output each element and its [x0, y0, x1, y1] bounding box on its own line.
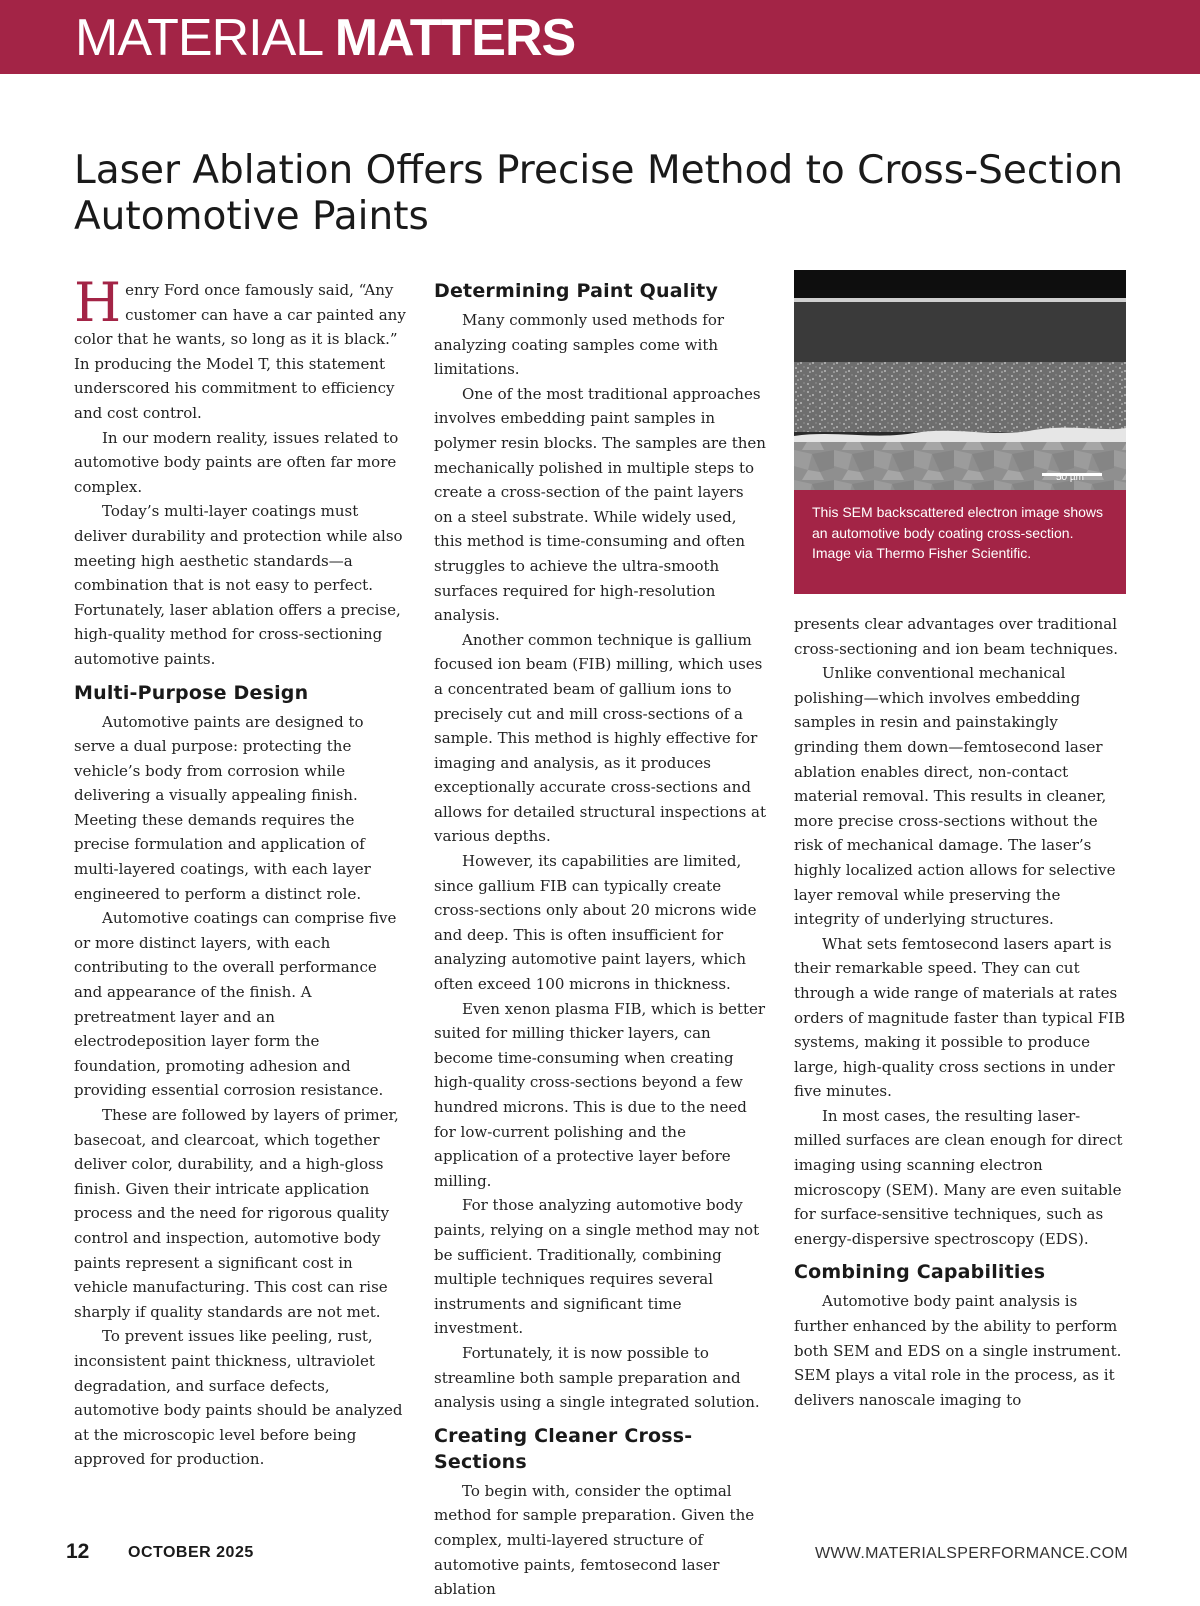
figure-caption-box	[794, 490, 1126, 594]
scale-bar-label: 50 µm	[1056, 472, 1084, 483]
paragraph: To begin with, consider the optimal method for sample preparation. Given the complex, multi-layered structure of automotive paints, femtosecond laser ablation	[434, 1481, 755, 1599]
paragraph: To prevent issues like peeling, rust, inconsistent paint thickness, ultraviolet degradation, and surface defects, automotive body paints should be analyzed at the microscopic level before being approved for production.	[74, 1327, 403, 1469]
article-column-1	[74, 271, 406, 1472]
paragraph: Fortunately, it is now possible to streamline both sample preparation and analysis using a single integrated solution.	[434, 1343, 760, 1412]
page-number: 12	[66, 1540, 90, 1563]
masthead-title	[75, 10, 575, 66]
issue-date: OCTOBER 2025	[128, 1544, 254, 1561]
paragraph: In our modern reality, issues related to automotive body paints are often far more complex.	[74, 428, 399, 496]
paragraph: Automotive body paint analysis is further enhanced by the ability to perform both SEM and EDS on a single instrument. SEM plays a vital role in the process, as it delivers nanoscale imaging to	[794, 1292, 1122, 1409]
paragraph: Today’s multi-layer coatings must deliver durability and protection while also meeting high aesthetic standards—a combination that is not easy to perfect. Fortunately, laser ablation offers a precise, high-quality method for cross-sectioning automotive paints.	[74, 502, 403, 668]
paragraph: Many commonly used methods for analyzing coating samples come with limitations.	[434, 311, 725, 379]
article-column-3	[794, 612, 1126, 1412]
sem-cross-section-graphic	[794, 270, 1126, 490]
paragraph: Even xenon plasma FIB, which is better suited for milling thicker layers, can become time-consuming when creating high-quality cross-sections beyond a few hundred microns. This is due to the need for low-current polishing and the application of a protective layer before milling.	[434, 999, 766, 1190]
section-heading-cleaner-cross-sections: Creating Cleaner Cross-Sections	[434, 1424, 693, 1473]
paragraph: For those analyzing automotive body paints, relying on a single method may not be sufficient. Traditionally, combining multiple techniques requires several instruments and significant time investment.	[434, 1196, 760, 1338]
website-url[interactable]: WWW.MATERIALSPERFORMANCE.COM	[815, 1545, 1128, 1562]
paragraph: What sets femtosecond lasers apart is their remarkable speed. They can cut through a wide range of materials at rates orders of magnitude faster than typical FIB systems, making it possible to produce large, high-quality cross sections in under five minutes.	[794, 934, 1126, 1101]
figure-caption: This SEM backscattered electron image shows an automotive body coating cross-section. Image via Thermo Fisher Scientific.	[812, 504, 1104, 561]
paragraph: These are followed by layers of primer, basecoat, and clearcoat, which together deliver color, durability, and a high-gloss finish. Given their intricate application process and the need for rigorous quality control and inspection, automotive body paints represent a significant cost in vehicle manufacturing. This cost can rise sharply if quality standards are not met.	[74, 1106, 399, 1321]
paragraph: Another common technique is gallium focused ion beam (FIB) milling, which uses a concentrated beam of gallium ions to precisely cut and mill cross-sections of a sample. This method is highly effective for imaging and analysis, as it produces exceptionally accurate cross-sections and allows for detailed structural inspections at various depths.	[434, 630, 766, 846]
paragraph: Automotive coatings can comprise five or more distinct layers, with each contributing to the overall performance and appearance of the finish. A pretreatment layer and an electrodeposition layer form the foundation, promoting adhesion and providing essential corrosion resistance.	[74, 909, 397, 1100]
article-column-2	[434, 278, 766, 1602]
masthead-banner	[0, 0, 1200, 74]
section-heading-paint-quality: Determining Paint Quality	[434, 280, 719, 302]
paragraph: Unlike conventional mechanical polishing—which involves embedding samples in resin and painstakingly grinding them down—femtosecond laser ablation enables direct, non-contact material removal. This results in cleaner, more precise cross-sections without the risk of mechanical damage. The laser’s highly localized action allows for selective layer removal while preserving the integrity of underlying structures.	[794, 664, 1116, 929]
article-title: Laser Ablation Offers Precise Method to Cross-Section Automotive Paints	[74, 148, 1124, 239]
paragraph: However, its capabilities are limited, since gallium FIB can typically create cross-sections only about 20 microns wide and deep. This is often insufficient for analyzing automotive paint layers, which often exceed 100 microns in thickness.	[434, 852, 757, 994]
paragraph: Automotive paints are designed to serve a dual purpose: protecting the vehicle’s body from corrosion while delivering a visually appealing finish. Meeting these demands requires the precise formulation and application of multi-layered coatings, with each layer engineered to perform a distinct role.	[74, 712, 371, 903]
sem-image	[794, 270, 1126, 490]
drop-cap: H	[74, 271, 122, 334]
section-heading-multi-purpose: Multi-Purpose Design	[74, 681, 309, 704]
paragraph: In most cases, the resulting laser-milled surfaces are clean enough for direct imaging using scanning electron microscopy (SEM). Many are even suitable for surface-sensitive techniques, such as energy-dispersive spectroscopy (EDS).	[794, 1106, 1123, 1248]
section-heading-combining-capabilities: Combining Capabilities	[794, 1261, 1046, 1284]
masthead-title-bold: MATTERS	[334, 9, 576, 67]
sem-figure	[794, 270, 1126, 594]
masthead-title-light: MATERIAL	[75, 9, 335, 67]
intro-paragraph-text: enry Ford once famously said, “Any customer can have a car painted any color that he wants, so long as it is black.” In producing the Model T, this statement underscored his commitment to efficiency and cost control.	[74, 281, 406, 422]
intro-paragraph	[74, 271, 406, 426]
paragraph: presents clear advantages over traditional cross-sectioning and ion beam techniques.	[794, 615, 1119, 658]
paragraph: One of the most traditional approaches involves embedding paint samples in polymer resin blocks. The samples are then mechanically polished in multiple steps to create a cross-section of the paint layers on a steel substrate. While widely used, this method is time-consuming and often struggles to achieve the ultra-smooth surfaces required for high-resolution analysis.	[434, 384, 766, 625]
